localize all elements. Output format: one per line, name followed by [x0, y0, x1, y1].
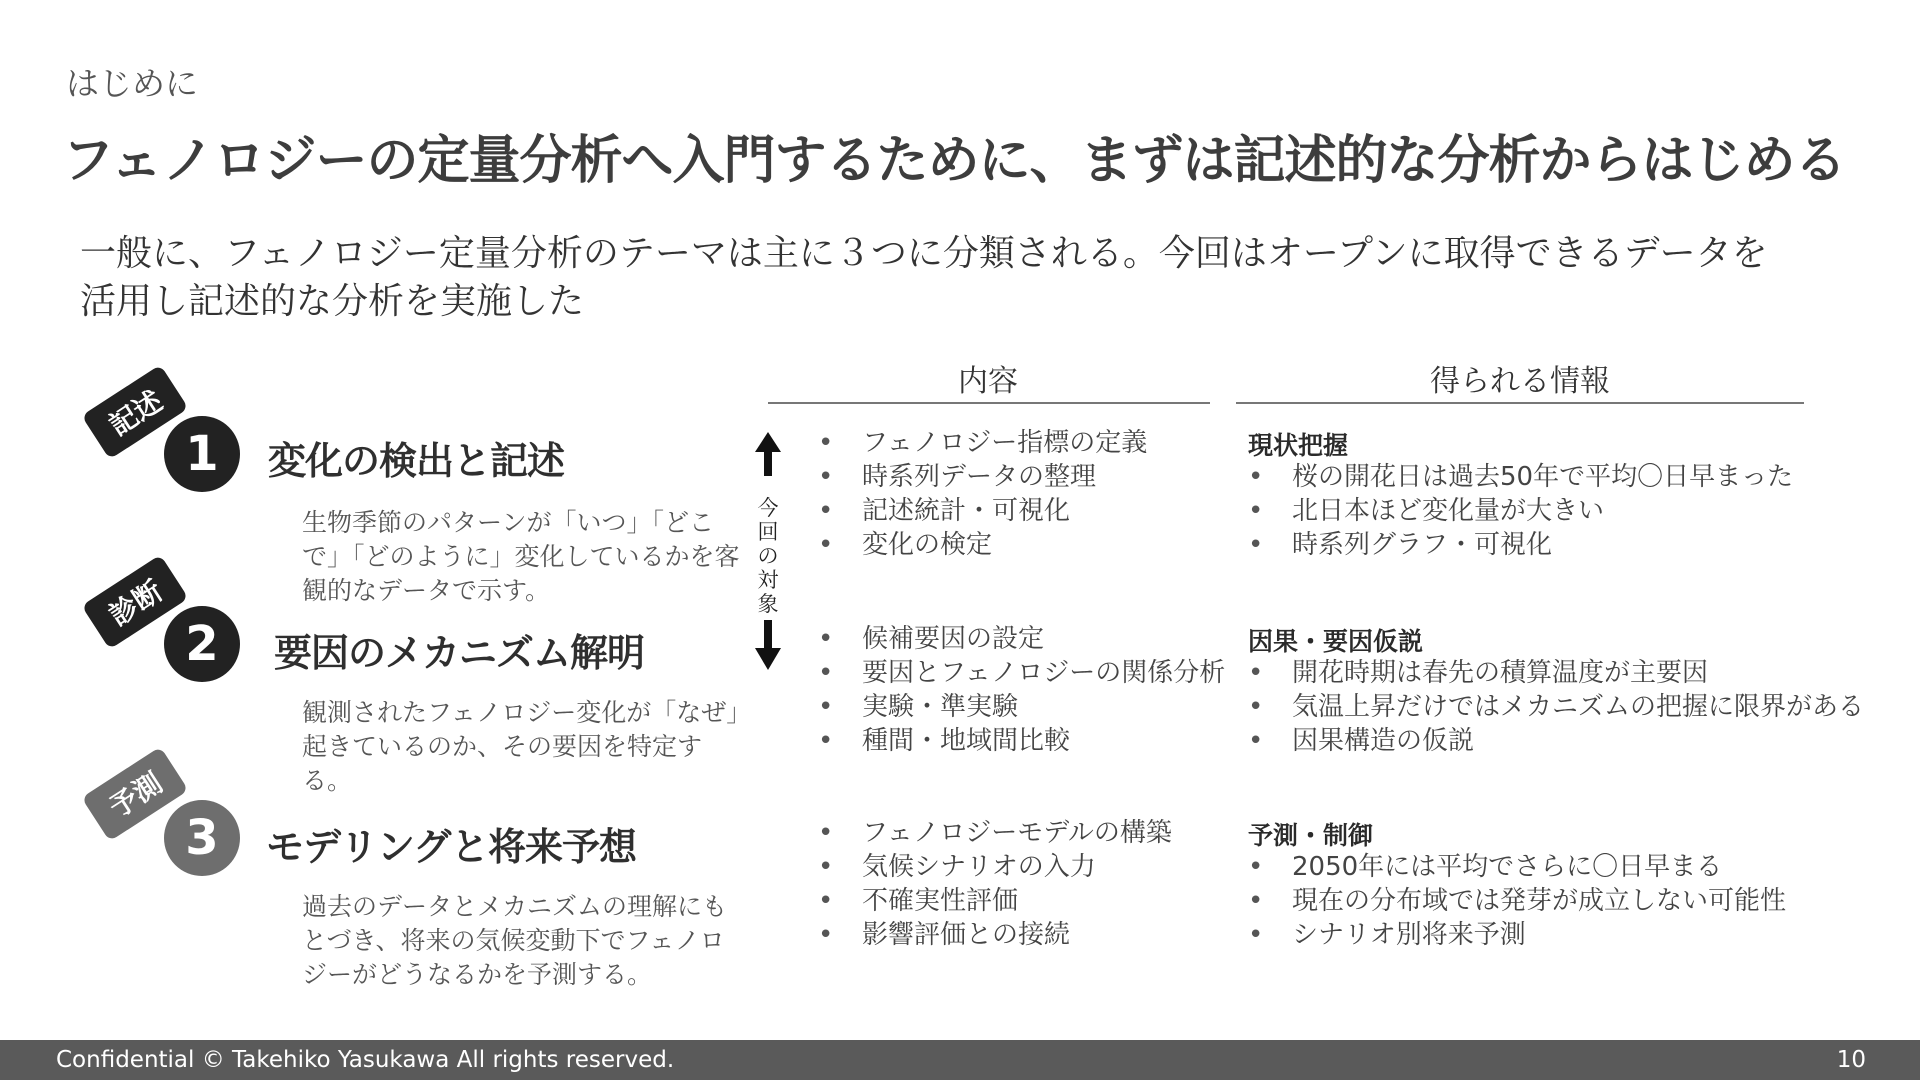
- content-list: [818, 622, 1225, 758]
- list-item: • 北日本ほど変化量が大きい: [1248, 494, 1793, 528]
- arrow-up-icon: [755, 432, 781, 452]
- column-rule-info: [1236, 402, 1804, 404]
- list-item: • 桜の開花日は過去50年で平均〇日早まった: [1248, 460, 1793, 494]
- lead-text: 一般に、フェノロジー定量分析のテーマは主に３つに分類される。今回はオープンに取得できるデータを活用し記述的な分析を実施した: [80, 233, 1768, 322]
- list-item: • 種間・地域間比較: [818, 724, 1225, 758]
- list-item: • 変化の検定: [818, 528, 1147, 562]
- info-heading: 現状把握: [1248, 431, 1349, 460]
- list-item: • 不確実性評価: [818, 884, 1172, 918]
- list-item: • 現在の分布域では発芽が成立しない可能性: [1248, 884, 1786, 918]
- page-number: 10: [1836, 1047, 1866, 1073]
- content-list: [818, 816, 1172, 952]
- slide-title: フェノロジーの定量分析へ入門するために、まずは記述的な分析からはじめる: [62, 131, 1846, 191]
- info-heading: 因果・要因仮説: [1248, 627, 1424, 656]
- info-list: [1248, 850, 1786, 952]
- arrow-down-icon: [755, 648, 781, 670]
- category-title: モデリングと将来予想: [266, 825, 637, 869]
- category-description: 過去のデータとメカニズムの理解にもとづき、将来の気候変動下でフェノロジーがどうなるかを予測する。: [302, 892, 728, 989]
- category-badge: 予測: [81, 747, 188, 842]
- category-badge: 診断: [81, 555, 188, 650]
- list-item: • 気候シナリオの入力: [818, 850, 1172, 884]
- column-rule-content: [768, 402, 1210, 404]
- arrow-up-shaft: [764, 450, 772, 476]
- category-number: 3: [164, 800, 240, 876]
- footer-confidential: Confidential © Takehiko Yasukawa All rights reserved.: [56, 1047, 675, 1073]
- category-description: 観測されたフェノロジー変化が「なぜ」起きているのか、その要因を特定する。: [302, 698, 739, 795]
- category-title: 要因のメカニズム解明: [274, 631, 645, 675]
- list-item: • 時系列データの整理: [818, 460, 1147, 494]
- list-item: • フェノロジーモデルの構築: [818, 816, 1172, 850]
- category-number: 2: [164, 606, 240, 682]
- content-list: [818, 426, 1147, 562]
- footer-bar: [0, 1040, 1920, 1080]
- list-item: • 実験・準実験: [818, 690, 1225, 724]
- info-list: [1248, 656, 1864, 758]
- list-item: • 影響評価との接続: [818, 918, 1172, 952]
- list-item: • シナリオ別将来予測: [1248, 918, 1786, 952]
- list-item: • 候補要因の設定: [818, 622, 1225, 656]
- list-item: • フェノロジー指標の定義: [818, 426, 1147, 460]
- scope-arrow-label: 今 回 の 対 象: [757, 496, 779, 616]
- list-item: • 要因とフェノロジーの関係分析: [818, 656, 1225, 690]
- list-item: • 記述統計・可視化: [818, 494, 1147, 528]
- section-label: はじめに: [66, 64, 198, 103]
- list-item: • 2050年には平均でさらに〇日早まる: [1248, 850, 1786, 884]
- category-number: 1: [164, 416, 240, 492]
- scope-arrow: [750, 432, 786, 670]
- column-header-info: 得られる情報: [1430, 364, 1610, 399]
- list-item: • 時系列グラフ・可視化: [1248, 528, 1793, 562]
- list-item: • 開花時期は春先の積算温度が主要因: [1248, 656, 1864, 690]
- column-header-content: 内容: [958, 364, 1018, 399]
- info-list: [1248, 460, 1793, 562]
- info-heading: 予測・制御: [1248, 821, 1374, 850]
- category-description: 生物季節のパターンが「いつ」「どこで」「どのように」変化しているかを客観的なデータで示す。: [302, 508, 740, 605]
- category-badge: 記述: [81, 365, 188, 460]
- category-title: 変化の検出と記述: [268, 439, 565, 483]
- arrow-down-shaft: [764, 620, 772, 650]
- list-item: • 気温上昇だけではメカニズムの把握に限界がある: [1248, 690, 1864, 724]
- list-item: • 因果構造の仮説: [1248, 724, 1864, 758]
